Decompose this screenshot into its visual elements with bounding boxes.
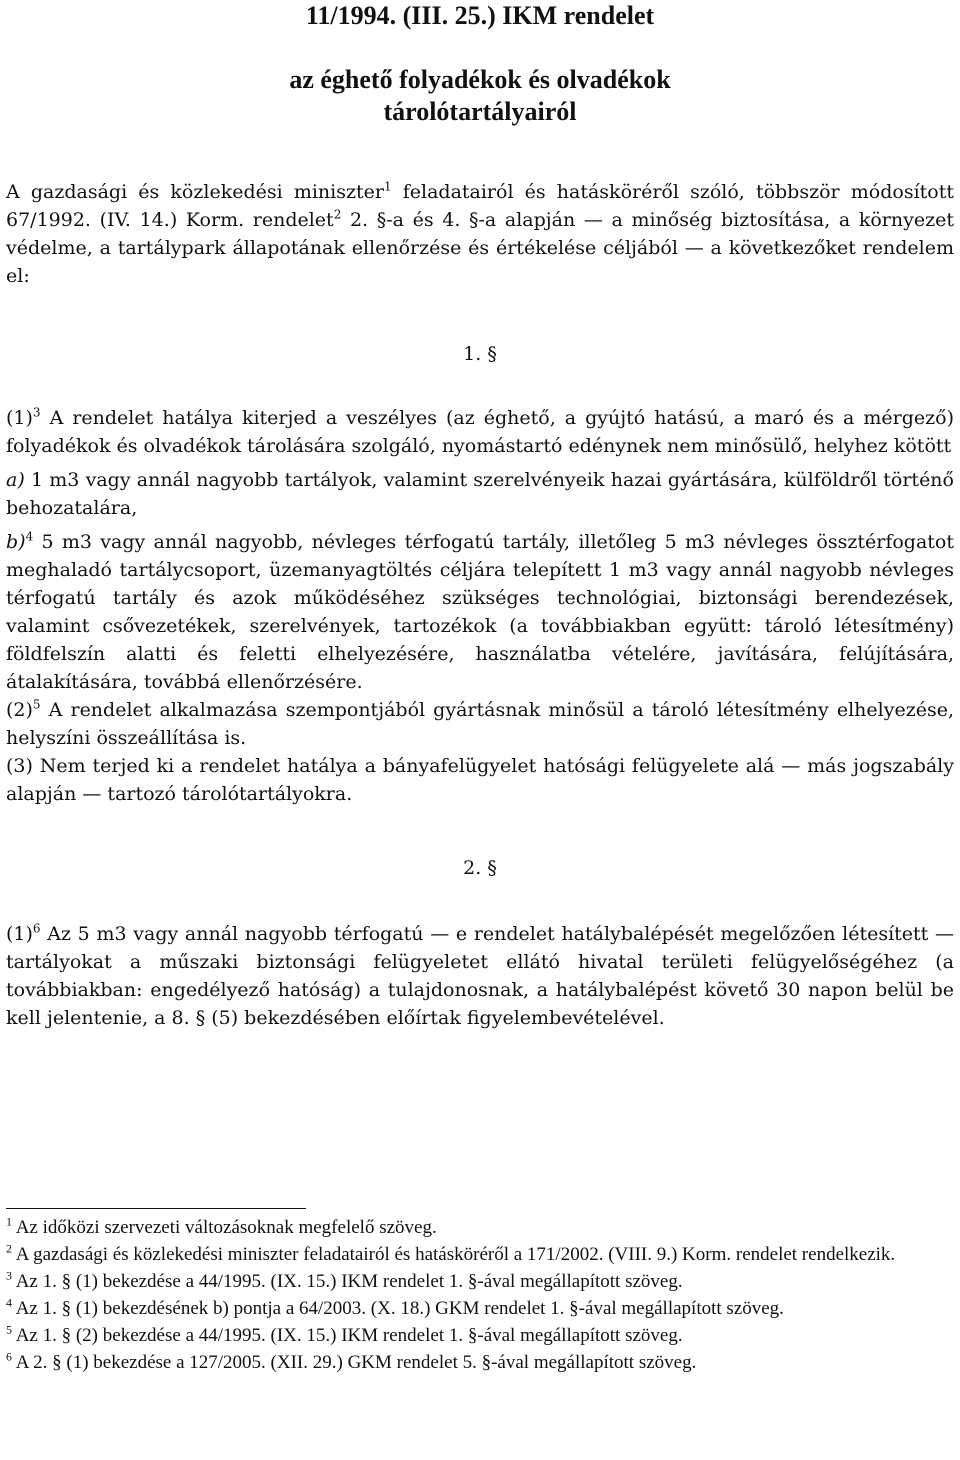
footnote-ref-1[interactable]: 1 bbox=[383, 179, 392, 194]
section-1-paragraph-1 bbox=[6, 404, 954, 460]
footnote-number: 3 bbox=[6, 1268, 12, 1283]
section-1-heading: 1. § bbox=[463, 343, 497, 365]
footnote-text: Az 1. § (1) bekezdése a 44/1995. (IX. 15.) IKM rendelet 1. §-ával megállapított szöveg. bbox=[12, 1271, 683, 1292]
paragraph-text: A rendelet hatálya kiterjed a veszélyes (az éghető, a gyújtó hatású, a maró és a mérgező) folyadékok és olvadékok tárolására szolgáló, nyomástartó edénynek nem minősülő, helyhez kötött bbox=[6, 407, 954, 457]
footnotes-block bbox=[6, 1208, 954, 1377]
paragraph-number: (1) bbox=[6, 923, 33, 945]
preamble-text-3: 2. §-a és 4. §-a alapján — a minőség biztosítása, a környezet védelme, a tartálypark állapotának ellenőrzése és értékelése céljából — a következőket rendelem el: bbox=[6, 209, 954, 287]
footnote-text: Az 1. § (1) bekezdésének b) pontja a 64/2003. (X. 18.) GKM rendelet 1. §-ával megállapított szöveg. bbox=[12, 1298, 784, 1319]
point-label-b: b) bbox=[6, 531, 26, 553]
footnote-number: 2 bbox=[6, 1241, 12, 1256]
decree-subject-title-line1: az éghető folyadékok és olvadékok bbox=[289, 65, 671, 94]
footnote-2 bbox=[6, 1242, 954, 1267]
footnote-number: 5 bbox=[6, 1322, 12, 1337]
point-b-text: 5 m3 vagy annál nagyobb, névleges térfogatú tartály, illetőleg 5 m3 névleges össztérfogatot meghaladó tartálycsoport, üzemanyagtöltés céljára telepített 1 m3 vagy annál nagyobb névleges térfogatú tartály és azok működéséhez szükséges technológiai, biztonsági berendezések, valamint csővezetékek, szerelvények, tartozékok (a továbbiakban együtt: tároló létesítmény) földfelszín alatti és feletti elhelyezésére, használatba vételére, javítására, felújítására, átalakítására, továbbá ellenőrzésére. bbox=[6, 531, 954, 693]
decree-number-title: 11/1994. (III. 25.) IKM rendelet bbox=[305, 1, 655, 30]
preamble-paragraph bbox=[6, 178, 954, 290]
footnote-text: A 2. § (1) bekezdése a 127/2005. (XII. 29.) GKM rendelet 5. §-ával megállapított szöveg. bbox=[12, 1352, 697, 1373]
point-a-text: 1 m3 vagy annál nagyobb tartályok, valamint szerelvényeik hazai gyártására, külföldről történő behozatalára, bbox=[6, 469, 954, 519]
section-1-point-a bbox=[6, 466, 954, 522]
paragraph-number: (1) bbox=[6, 407, 33, 429]
paragraph-text: A rendelet alkalmazása szempontjából gyártásnak minősül a tároló létesítmény elhelyezése, helyszíni összeállítása is. bbox=[6, 699, 954, 749]
footnote-text: Az időközi szervezeti változásoknak megfelelő szöveg. bbox=[12, 1217, 437, 1238]
section-1-paragraph-2 bbox=[6, 696, 954, 752]
section-1-point-b bbox=[6, 528, 954, 696]
footnote-number: 4 bbox=[6, 1295, 12, 1310]
footnote-number: 6 bbox=[6, 1349, 12, 1364]
footnote-1 bbox=[6, 1215, 954, 1240]
footnote-3 bbox=[6, 1269, 954, 1294]
footnote-6 bbox=[6, 1350, 954, 1375]
section-1-paragraph-3: (3) Nem terjed ki a rendelet hatálya a bányafelügyelet hatósági felügyelete alá — más jogszabály alapján — tartozó tárolótartályokra. bbox=[6, 755, 954, 805]
point-label-a: a) bbox=[6, 469, 25, 491]
paragraph-text: Az 5 m3 vagy annál nagyobb térfogatú — e rendelet hatálybalépését megelőzően létesített — tartályokat a műszaki biztonsági felügyeletet ellátó hivatal területi felügyelőségéhez (a továbbiakban: engedélyező hatóság) a tulajdonosnak, a hatálybalépést követő 30 napon belül be kell jelentenie, a 8. § (5) bekezdésében előírtak figyelembevételével. bbox=[6, 923, 954, 1029]
preamble-text-1: A gazdasági és közlekedési miniszter bbox=[6, 181, 384, 203]
footnote-text: Az 1. § (2) bekezdése a 44/1995. (IX. 15.) IKM rendelet 1. §-ával megállapított szöveg. bbox=[12, 1325, 683, 1346]
footnote-number: 1 bbox=[6, 1214, 12, 1229]
decree-subject-title-line2: tárolótartályairól bbox=[383, 97, 577, 126]
preamble-text-2: feladatairól és hatásköréről szóló, többször módosított 67/1992. (IV. 14.) Korm. rendelet bbox=[6, 181, 954, 231]
section-2-heading: 2. § bbox=[463, 857, 497, 879]
footnote-ref-2[interactable]: 2 bbox=[333, 207, 342, 222]
footnote-ref-4[interactable]: 4 bbox=[25, 529, 34, 544]
footnote-5 bbox=[6, 1323, 954, 1348]
footnote-ref-3[interactable]: 3 bbox=[32, 405, 41, 420]
paragraph-number: (2) bbox=[6, 699, 33, 721]
footnote-separator bbox=[6, 1208, 306, 1209]
footnote-4 bbox=[6, 1296, 954, 1321]
footnote-ref-6[interactable]: 6 bbox=[32, 921, 41, 936]
footnote-ref-5[interactable]: 5 bbox=[32, 697, 41, 712]
footnote-text: A gazdasági és közlekedési miniszter feladatairól és hatásköréről a 171/2002. (VIII. 9.) Korm. rendelet rendelkezik. bbox=[12, 1244, 896, 1265]
section-2-paragraph-1 bbox=[6, 920, 954, 1032]
